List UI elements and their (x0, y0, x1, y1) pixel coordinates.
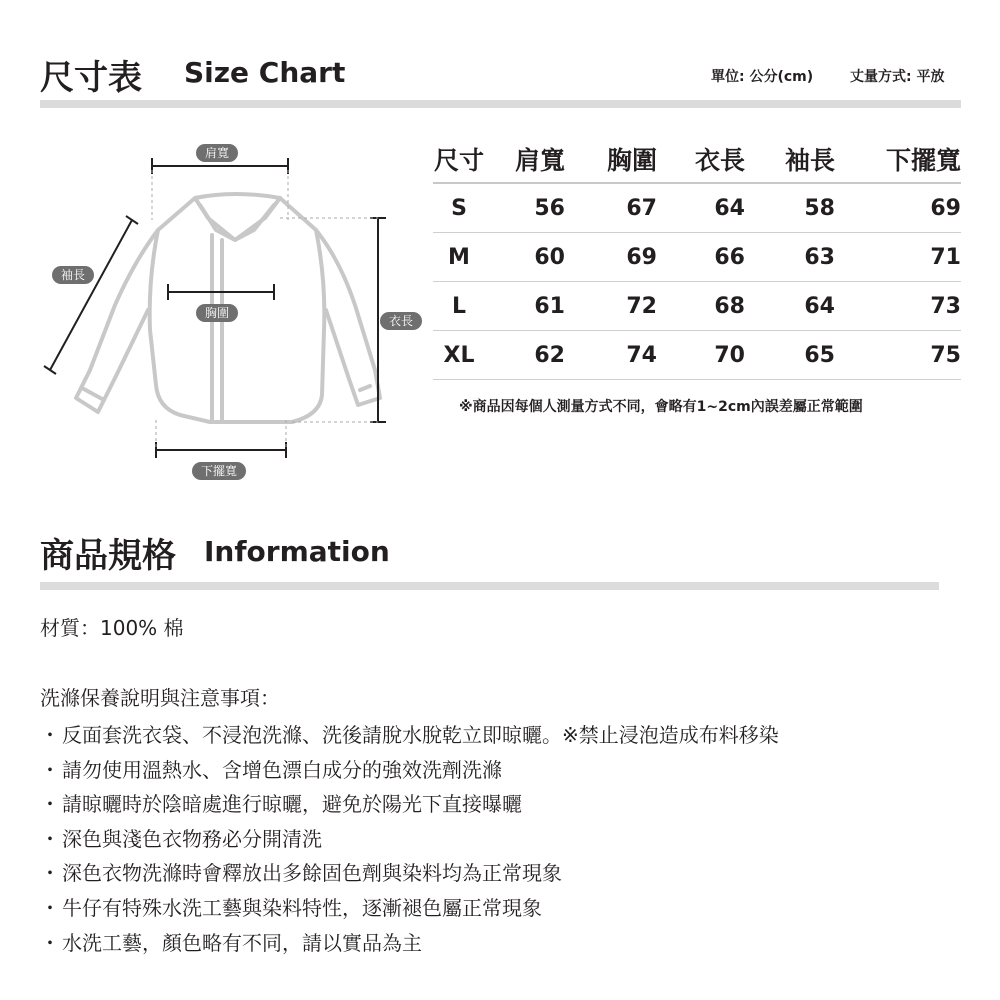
value-cell: 74 (626, 342, 657, 368)
bullet-icon: ・ (40, 757, 60, 782)
size-chart-title: 尺寸表 (40, 58, 142, 98)
care-item-text: 深色衣物洗滌時會釋放出多餘固色劑與染料均為正常現象 (62, 861, 562, 886)
bullet-icon: ・ (40, 792, 60, 817)
size-table (433, 136, 961, 380)
value-cell: 64 (714, 195, 745, 221)
unit-label: 單位: 公分(cm) (711, 69, 814, 85)
section-divider (40, 582, 939, 590)
list-item (40, 926, 779, 961)
value-cell: 69 (930, 195, 961, 221)
header-cell: 胸圍 (606, 146, 657, 175)
size-cell: XL (443, 342, 475, 368)
bullet-icon: ・ (40, 826, 60, 851)
size-cell: M (448, 244, 470, 270)
value-cell: 69 (626, 244, 657, 270)
value-cell: 63 (804, 244, 835, 270)
value-cell: 72 (626, 293, 657, 319)
header-cell: 下擺寬 (885, 146, 961, 175)
size-table-header (433, 136, 961, 184)
care-item-text: 牛仔有特殊水洗工藝與染料特性，逐漸褪色屬正常現象 (62, 895, 542, 920)
table-row (433, 233, 961, 282)
value-cell: 60 (534, 244, 565, 270)
list-item (40, 718, 779, 753)
badge-shoulder: 肩寬 (196, 144, 238, 162)
header-cell: 肩寬 (514, 146, 565, 175)
bullet-icon: ・ (40, 861, 60, 886)
care-item-text: 請勿使用溫熱水、含增色漂白成分的強效洗劑洗滌 (62, 757, 502, 782)
value-cell: 75 (930, 342, 961, 368)
value-cell: 64 (804, 293, 835, 319)
value-cell: 66 (714, 244, 745, 270)
header-cell: 尺寸 (433, 146, 484, 175)
info-subtitle: Information (204, 535, 390, 568)
material-text: 材質：100% 棉 (40, 616, 184, 640)
method-label: 丈量方式: 平放 (850, 69, 945, 85)
value-cell: 70 (714, 342, 745, 368)
header-cell: 衣長 (694, 146, 745, 175)
value-cell: 58 (804, 195, 835, 221)
care-list (40, 718, 779, 960)
badge-hem: 下擺寬 (192, 462, 246, 480)
badge-chest: 胸圍 (196, 304, 238, 322)
size-chart-subtitle: Size Chart (184, 56, 346, 89)
badge-length: 衣長 (380, 312, 422, 330)
measurement-note: ※商品因每個人測量方式不同，會略有1~2cm內誤差屬正常範圍 (459, 399, 863, 415)
value-cell: 65 (804, 342, 835, 368)
list-item (40, 856, 779, 891)
value-cell: 73 (930, 293, 961, 319)
value-cell: 68 (714, 293, 745, 319)
size-cell: S (451, 195, 467, 221)
header-cell: 袖長 (784, 146, 835, 175)
value-cell: 56 (534, 195, 565, 221)
size-cell: L (451, 293, 467, 319)
care-title: 洗滌保養說明與注意事項： (40, 686, 280, 710)
bullet-icon: ・ (40, 930, 60, 955)
list-item (40, 822, 779, 857)
table-row (433, 331, 961, 380)
section-divider (40, 100, 961, 108)
care-item-text: 水洗工藝，顏色略有不同，請以實品為主 (62, 930, 422, 955)
badge-sleeve: 袖長 (52, 266, 94, 284)
table-row (433, 184, 961, 233)
bullet-icon: ・ (40, 723, 60, 747)
list-item (40, 787, 779, 822)
value-cell: 61 (534, 293, 565, 319)
info-title: 商品規格 (40, 536, 176, 576)
value-cell: 71 (930, 244, 961, 270)
value-cell: 67 (626, 195, 657, 221)
care-item-text: 深色與淺色衣物務必分開清洗 (62, 826, 322, 851)
value-cell: 62 (534, 342, 565, 368)
list-item (40, 753, 779, 788)
care-item-text: 請晾曬時於陰暗處進行晾曬，避免於陽光下直接曝曬 (62, 792, 522, 817)
table-row (433, 282, 961, 331)
care-item-text: 反面套洗衣袋、不浸泡洗滌、洗後請脫水脫乾立即晾曬。※禁止浸泡造成布料移染 (62, 723, 779, 747)
bullet-icon: ・ (40, 895, 60, 920)
list-item (40, 891, 779, 926)
